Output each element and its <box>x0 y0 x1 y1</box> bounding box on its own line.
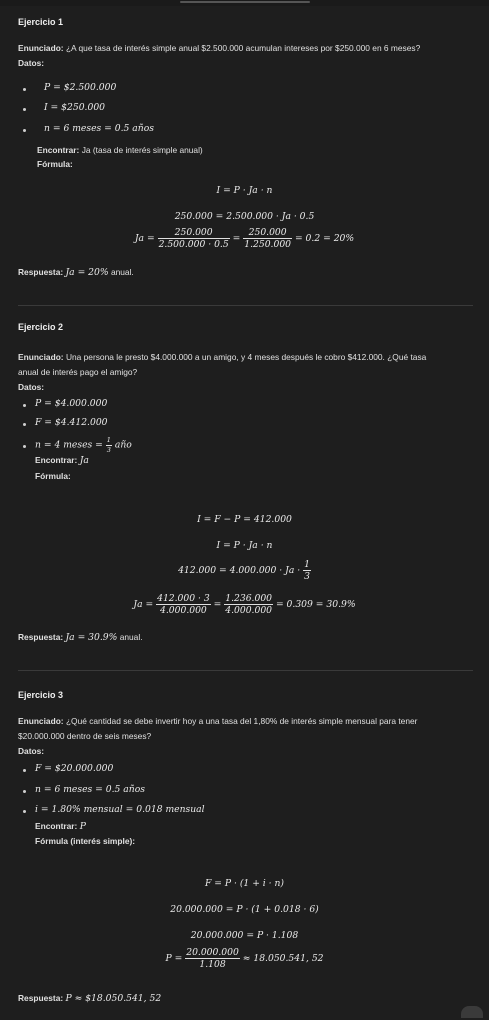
answer-label: Respuesta: <box>18 993 64 1003</box>
equation-4 <box>0 594 489 615</box>
exercise-1-title: Ejercicio 1 <box>18 17 64 27</box>
datum-n <box>35 437 132 453</box>
eq-lhs: Ja = <box>133 599 154 611</box>
fraction-numerator: 1 <box>304 559 310 570</box>
eq-rhs: = 0.2 = 20% <box>294 233 355 245</box>
equation-4 <box>0 948 489 969</box>
statement-label: Enunciado: <box>18 43 64 53</box>
answer-value: P ≈ $18.050.541, 52 <box>65 993 162 1004</box>
find-line <box>37 145 203 155</box>
answer-value: Ja = 30.9% <box>65 632 118 643</box>
fraction <box>303 560 311 581</box>
datum-f: F = $4.412.000 <box>35 417 108 428</box>
statement-label: Enunciado: <box>18 352 64 362</box>
exercise-3-title: Ejercicio 3 <box>18 690 64 700</box>
bullet-icon <box>23 129 26 132</box>
fraction-numerator: 1 <box>106 436 111 444</box>
eq-text: 412.000 = 4.000.000 · Ja · <box>178 565 301 577</box>
equals-sign: = <box>232 233 241 245</box>
equation-3 <box>0 560 489 581</box>
fraction <box>224 594 273 615</box>
fraction-denominator: 3 <box>304 571 310 583</box>
fraction-denominator: 1.108 <box>199 959 226 971</box>
answer-value: Ja = 20% <box>65 267 109 278</box>
find-label: Encontrar: <box>35 455 78 465</box>
bullet-icon <box>23 108 26 111</box>
eq-lhs: P = <box>165 953 183 965</box>
exercise-2-statement <box>18 352 426 362</box>
data-label: Datos: <box>18 382 45 392</box>
statement-label: Enunciado: <box>18 716 64 726</box>
fraction-numerator: 20.000.000 <box>186 947 239 958</box>
divider <box>18 305 473 306</box>
datum-n-text: n = 4 meses = <box>35 439 103 451</box>
answer-tail: anual. <box>119 632 143 642</box>
eq-rhs: = 0.309 = 30.9% <box>275 599 356 611</box>
fraction-numerator: 1.236.000 <box>225 593 273 604</box>
equation-2: I = P · Ja · n <box>216 540 273 551</box>
answer-label: Respuesta: <box>18 632 64 642</box>
find-text: Ja <box>79 455 89 466</box>
fraction-denominator: 4.000.000 <box>225 605 273 617</box>
equation-3: 20.000.000 = P · 1.108 <box>190 930 299 941</box>
eq-rhs: ≈ 18.050.541, 52 <box>242 953 324 965</box>
fraction <box>106 437 112 453</box>
formula-label: Fórmula: <box>35 471 71 481</box>
bullet-icon <box>23 423 26 426</box>
fraction-numerator: 250.000 <box>158 228 230 239</box>
answer-line <box>18 993 161 1004</box>
fraction-denominator: 3 <box>106 445 111 454</box>
equals-sign: = <box>213 599 222 611</box>
bullet-icon <box>23 445 26 448</box>
datum-p: P = $2.500.000 <box>44 82 117 93</box>
equation-1: F = P · (1 + i · n) <box>204 878 285 889</box>
answer-line <box>18 267 134 278</box>
fraction <box>243 228 292 249</box>
statement-text: ¿A que tasa de interés simple anual $2.500.000 acumulan intereses por $250.000 en 6 meses? <box>65 43 421 53</box>
find-text: P <box>79 821 86 832</box>
datum-n: n = 6 meses = 0.5 años <box>35 784 145 795</box>
data-label: Datos: <box>18 58 45 68</box>
fraction <box>185 948 240 969</box>
statement-text: Una persona le presto $4.000.000 a un amigo, y 4 meses después le cobro $412.000. ¿Qué tasa <box>65 352 427 362</box>
statement-text-cont: anual de interés pago el amigo? <box>18 367 138 377</box>
find-text: Ja (tasa de interés simple anual) <box>81 145 203 155</box>
formula-label: Fórmula: <box>37 159 73 169</box>
data-label: Datos: <box>18 746 45 756</box>
scroll-button[interactable] <box>461 1006 483 1018</box>
exercise-3-statement <box>18 716 417 726</box>
datum-f: F = $20.000.000 <box>35 763 114 774</box>
statement-text-cont: $20.000.000 dentro de seis meses? <box>18 731 152 741</box>
answer-tail: anual. <box>110 267 134 277</box>
equation-2: 20.000.000 = P · (1 + 0.018 · 6) <box>170 904 319 915</box>
bullet-icon <box>23 810 26 813</box>
bullet-icon <box>23 769 26 772</box>
fraction-denominator: 2.500.000 · 0.5 <box>158 239 229 251</box>
answer-label: Respuesta: <box>18 267 64 277</box>
find-line <box>35 455 89 466</box>
equation-1: I = P · Ja · n <box>216 185 273 196</box>
exercise-1-statement <box>18 43 420 53</box>
divider <box>18 670 473 671</box>
scroll-indicator <box>0 0 489 6</box>
equation-1: I = F − P = 412.000 <box>197 514 292 525</box>
formula-label: Fórmula (interés simple): <box>35 836 136 846</box>
fraction-numerator: 412.000 · 3 <box>157 593 210 604</box>
fraction <box>158 228 230 249</box>
statement-text: ¿Qué cantidad se debe invertir hoy a una tasa del 1,80% de interés simple mensual para tener <box>65 716 418 726</box>
datum-n: n = 6 meses = 0.5 años <box>44 123 154 134</box>
find-line <box>35 821 86 832</box>
fraction-denominator: 1.250.000 <box>244 239 292 251</box>
datum-n-unit: año <box>114 439 132 451</box>
fraction-denominator: 4.000.000 <box>160 605 207 617</box>
eq-lhs: Ja = <box>134 233 155 245</box>
find-label: Encontrar: <box>37 145 80 155</box>
equation-3 <box>0 228 489 249</box>
fraction <box>156 594 211 615</box>
find-label: Encontrar: <box>35 821 78 831</box>
exercise-2-title: Ejercicio 2 <box>18 322 64 332</box>
datum-p: P = $4.000.000 <box>35 398 108 409</box>
bullet-icon <box>23 88 26 91</box>
equation-2: 250.000 = 2.500.000 · Ja · 0.5 <box>174 211 315 222</box>
datum-i: I = $250.000 <box>44 102 106 113</box>
bullet-icon <box>23 404 26 407</box>
answer-line <box>18 632 143 643</box>
bullet-icon <box>23 790 26 793</box>
datum-i: i = 1.80% mensual = 0.018 mensual <box>35 804 205 815</box>
fraction-numerator: 250.000 <box>243 228 292 239</box>
